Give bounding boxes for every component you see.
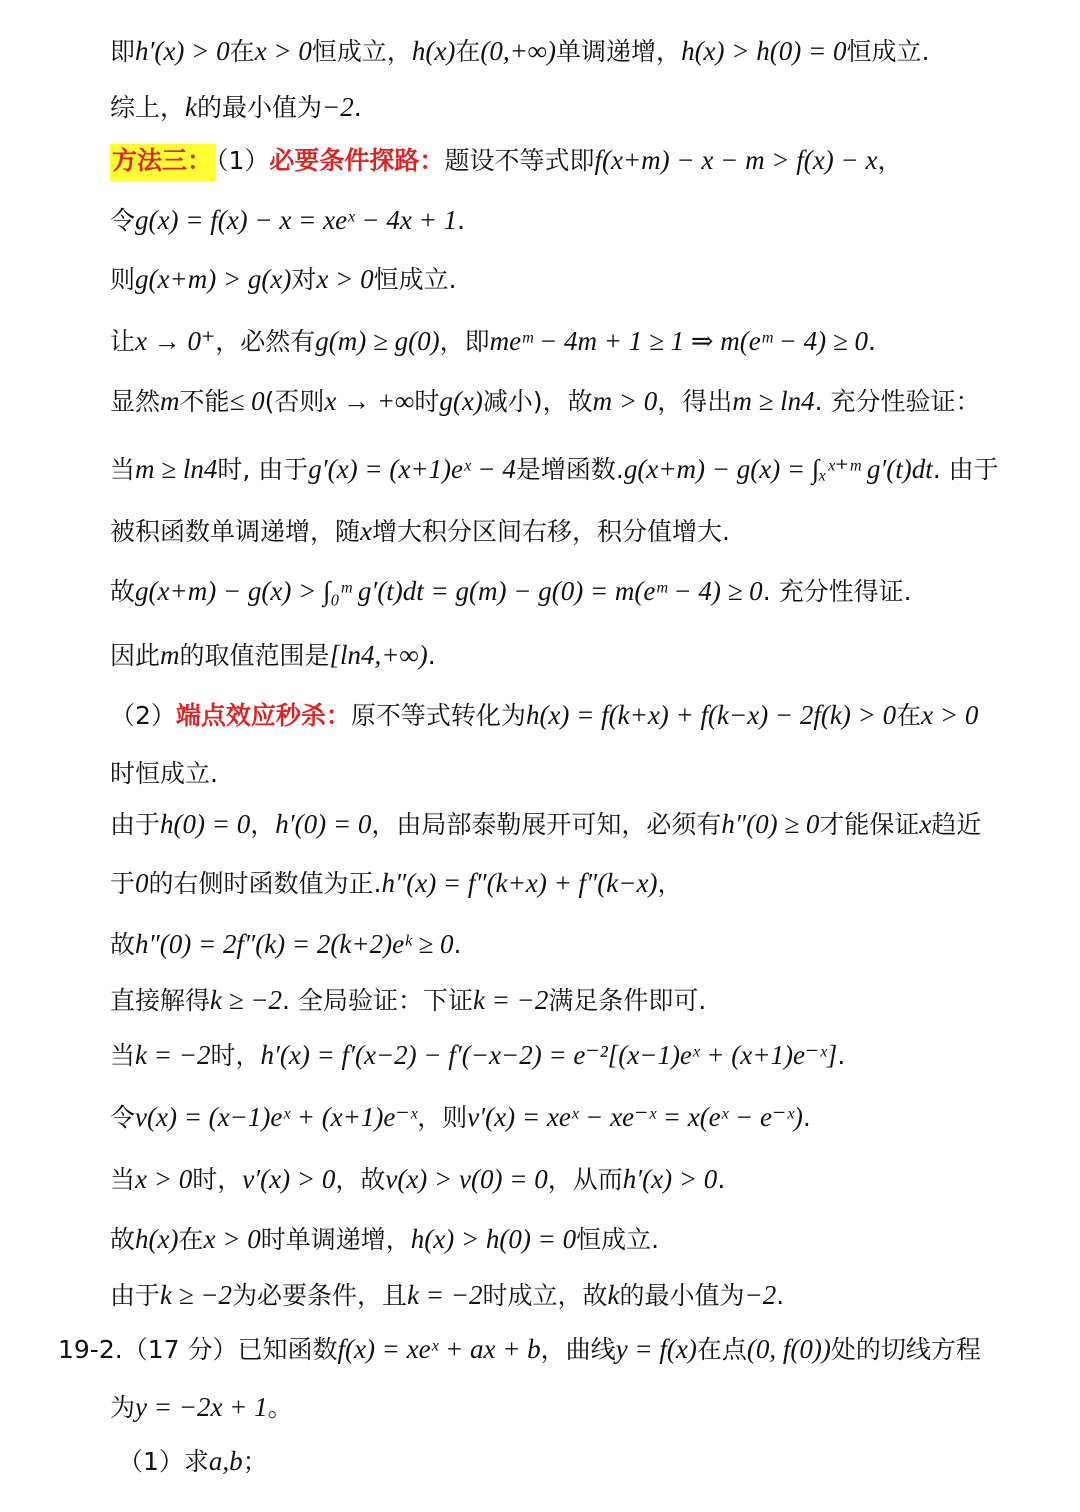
text-segment: 在 <box>178 1225 204 1254</box>
math-expression: k <box>185 92 197 122</box>
math-expression: h′(x) = f′(x−2) − f′(−x−2) = e⁻²[(x−1)eˣ + (x+1)e⁻ˣ] <box>260 1040 838 1070</box>
math-expression: h(x) <box>411 36 456 66</box>
math-expression: (0,+∞) <box>480 36 557 66</box>
math-expression: v′(x) = xeˣ − xe⁻ˣ = x(eˣ − e⁻ˣ) <box>467 1102 803 1132</box>
math-expression: x <box>919 809 932 839</box>
text-line <box>110 807 1040 842</box>
math-expression: a,b <box>208 1446 243 1476</box>
text-line <box>110 698 1040 733</box>
math-expression: g(x+m) > g(x) <box>135 264 292 294</box>
math-expression: m <box>160 640 180 670</box>
math-expression: v(x) > v(0) = 0 <box>385 1164 548 1194</box>
math-expression: h″(x) = f″(k+x) + f″(k−x) <box>381 868 658 898</box>
math-expression: k ≥ −2 <box>210 985 283 1015</box>
math-expression: k = −2 <box>135 1040 211 1070</box>
text-segment: 由于 <box>110 810 161 839</box>
text-segment: （1） <box>216 146 270 175</box>
text-segment: . <box>802 1103 811 1132</box>
text-line <box>110 452 1040 487</box>
text-line <box>110 90 1040 125</box>
text-segment: 处的切线方程 <box>830 1335 981 1364</box>
math-expression: g′(x) = (x+1)eˣ − 4 <box>308 454 516 484</box>
text-segment: 时恒成立. <box>110 759 218 788</box>
math-expression: h(x) <box>135 1224 179 1254</box>
math-expression: h(x) > h(0) = 0 <box>681 36 847 66</box>
text-segment: 原不等式转化为 <box>350 701 526 730</box>
text-segment: 时， <box>210 1041 261 1070</box>
text-segment: 趋近 <box>931 810 982 839</box>
question-continuation <box>110 1390 1040 1425</box>
math-expression: h(0) = 0 <box>160 809 251 839</box>
text-segment: 的最小值为 <box>197 93 323 122</box>
text-segment: . <box>427 641 436 670</box>
math-expression: y = f(x) <box>615 1334 697 1364</box>
text-segment: 。 <box>267 1393 293 1422</box>
text-segment: 综上， <box>110 93 186 122</box>
text-segment: . 由于 <box>932 455 999 484</box>
text-segment: ， <box>877 146 903 175</box>
text-segment: ， <box>250 810 276 839</box>
text-segment: 时， <box>192 1165 243 1194</box>
text-segment: . 全局验证：下证 <box>282 986 473 1015</box>
math-expression: h(x) = f(k+x) + f(k−x) − 2f(k) > 0 <box>525 700 897 730</box>
text-line <box>110 203 1040 238</box>
text-line <box>110 262 1040 297</box>
text-segment: 即 <box>110 37 136 66</box>
text-segment: . <box>837 1041 846 1070</box>
text-segment: . <box>353 93 362 122</box>
question-line <box>58 1332 1040 1367</box>
text-segment: 为必要条件，且 <box>232 1281 408 1310</box>
text-segment: 是增函数. <box>515 455 624 484</box>
math-expression: x > 0 <box>203 1224 261 1254</box>
text-segment: . <box>717 1165 726 1194</box>
emphasis-label: 端点效应秒杀： <box>175 701 351 730</box>
text-segment: 令 <box>110 206 136 235</box>
text-segment: 满足条件即可. <box>548 986 707 1015</box>
text-segment: ，则 <box>417 1103 468 1132</box>
text-segment: 在 <box>455 37 481 66</box>
text-segment: 的最小值为 <box>619 1281 745 1310</box>
text-line <box>110 1278 1040 1313</box>
question-number: 19-2. <box>58 1335 123 1364</box>
math-expression: g(x+m) − g(x) > ∫₀ᵐ g′(t)dt = g(m) − g(0) = m(eᵐ − 4) ≥ 0 <box>135 576 763 606</box>
math-expression: x <box>360 516 372 546</box>
math-expression: h′(0) = 0 <box>275 809 372 839</box>
text-segment: . 充分性得证. <box>762 577 912 606</box>
math-expression: 0 <box>135 868 149 898</box>
text-segment: 时成立，故 <box>482 1281 608 1310</box>
text-segment: 时单调递增， <box>260 1225 411 1254</box>
text-segment: . <box>776 1281 785 1310</box>
math-expression: m > 0 <box>592 386 658 416</box>
math-expression: h″(0) ≥ 0 <box>721 809 820 839</box>
math-expression: g(x) = f(x) − x = xeˣ − 4x + 1 <box>135 205 458 235</box>
text-line <box>110 757 1040 791</box>
text-segment: 才能保证 <box>819 810 920 839</box>
text-segment: (否则 <box>264 387 325 416</box>
text-segment: 恒成立. <box>373 265 457 294</box>
text-segment: 让 <box>110 327 136 356</box>
math-expression: x > 0 <box>135 1164 193 1194</box>
text-line <box>110 384 1040 419</box>
text-segment: 在 <box>896 701 922 730</box>
text-segment: 故 <box>110 930 136 959</box>
text-segment: . <box>453 930 462 959</box>
math-expression: g(m) ≥ g(0) <box>315 326 440 356</box>
math-expression: meᵐ − 4m + 1 ≥ 1 ⇒ m(eᵐ − 4) ≥ 0 <box>489 326 868 356</box>
math-expression: −2 <box>744 1280 777 1310</box>
text-segment: 时 <box>414 387 440 416</box>
text-line <box>110 638 1040 673</box>
text-segment: 显然 <box>110 387 161 416</box>
math-expression: k ≥ −2 <box>160 1280 233 1310</box>
math-expression: f(x) = xeˣ + ax + b <box>337 1334 541 1364</box>
text-segment: ，即 <box>439 327 490 356</box>
text-segment: 恒成立. <box>576 1225 660 1254</box>
emphasis-label: 必要条件探路： <box>269 146 445 175</box>
text-segment: 直接解得 <box>110 986 211 1015</box>
text-line <box>110 927 1040 962</box>
text-segment: 于 <box>110 869 136 898</box>
text-segment: ， <box>657 869 683 898</box>
text-segment: 由于 <box>110 1281 161 1310</box>
text-segment: 的取值范围是 <box>179 641 330 670</box>
math-expression: g(x) <box>439 386 483 416</box>
math-expression: k = −2 <box>407 1280 483 1310</box>
math-expression: k <box>607 1280 620 1310</box>
text-segment: 当 <box>110 1041 136 1070</box>
text-segment: 令 <box>110 1103 136 1132</box>
text-segment: 故 <box>110 577 136 606</box>
math-expression: −2 <box>322 92 354 122</box>
math-expression: h′(x) > 0 <box>622 1164 718 1194</box>
math-expression: h″(0) = 2f″(k) = 2(k+2)eᵏ ≥ 0 <box>135 929 454 959</box>
text-line <box>110 1100 1040 1135</box>
text-line <box>110 143 1040 178</box>
text-segment: . 充分性验证： <box>814 387 981 416</box>
text-segment: 在 <box>229 37 255 66</box>
math-expression: m <box>160 386 180 416</box>
text-line <box>110 983 1040 1018</box>
text-segment: 恒成立. <box>846 37 930 66</box>
text-line <box>110 574 1040 609</box>
math-expression: h(x) > h(0) = 0 <box>410 1224 577 1254</box>
text-line <box>110 1222 1040 1257</box>
text-segment: 减小)，故 <box>482 387 593 416</box>
text-segment: 故 <box>110 1225 136 1254</box>
math-expression: g(x+m) − g(x) = ∫ₓˣ⁺ᵐ g′(t)dt <box>623 454 933 484</box>
text-segment: 时, 由于 <box>217 455 309 484</box>
text-segment: ，由局部泰勒展开可知，必须有 <box>371 810 722 839</box>
text-line <box>110 1038 1040 1073</box>
math-expression: x > 0 <box>316 264 374 294</box>
math-expression: x → +∞ <box>324 386 415 416</box>
text-segment: ，故 <box>335 1165 386 1194</box>
text-segment: 则 <box>110 265 136 294</box>
math-expression: m ≥ ln4 <box>732 386 815 416</box>
subquestion-1 <box>118 1444 1040 1479</box>
math-expression: k = −2 <box>472 985 549 1015</box>
text-segment: ，得出 <box>657 387 733 416</box>
text-segment: （1）求 <box>118 1447 209 1476</box>
text-segment: 当 <box>110 455 136 484</box>
text-line <box>110 866 1040 901</box>
text-segment: 为 <box>110 1393 136 1422</box>
text-segment: 单调递增， <box>556 37 682 66</box>
text-segment: 已知函数 <box>237 1335 338 1364</box>
math-expression: v(x) = (x−1)eˣ + (x+1)e⁻ˣ <box>135 1102 418 1132</box>
text-segment: （2） <box>110 701 176 730</box>
text-segment: ，从而 <box>547 1165 623 1194</box>
text-segment: 对 <box>291 265 317 294</box>
math-expression: h′(x) > 0 <box>135 36 230 66</box>
text-segment: ； <box>242 1447 268 1476</box>
question-score: （17 分） <box>122 1335 238 1364</box>
text-segment: 被积函数单调递增，随 <box>110 517 361 546</box>
text-segment: 增大积分区间右移，积分值增大. <box>372 517 730 546</box>
math-expression: x > 0 <box>254 36 312 66</box>
text-segment: ，曲线 <box>540 1335 616 1364</box>
math-expression: y = −2x + 1 <box>135 1392 268 1422</box>
text-line <box>110 34 1040 69</box>
math-expression: v′(x) > 0 <box>242 1164 336 1194</box>
text-segment: 在点 <box>696 1335 747 1364</box>
method-highlight-label: 方法三： <box>110 144 216 181</box>
text-segment: 因此 <box>110 641 161 670</box>
text-segment: 当 <box>110 1165 136 1194</box>
text-segment: . <box>867 327 876 356</box>
math-expression: f(x+m) − x − m > f(x) − x <box>594 145 878 175</box>
text-segment: 的右侧时函数值为正. <box>148 869 382 898</box>
text-segment: ，必然有 <box>215 327 316 356</box>
math-expression: [ln4,+∞) <box>329 640 428 670</box>
math-expression: x > 0 <box>921 700 979 730</box>
text-line <box>110 514 1040 549</box>
text-segment: . <box>457 206 466 235</box>
text-line <box>110 1162 1040 1197</box>
text-line <box>110 324 1040 359</box>
math-expression: x → 0⁺ <box>135 326 216 356</box>
text-segment: 不能 <box>179 387 230 416</box>
text-segment: 恒成立， <box>311 37 412 66</box>
text-segment: 题设不等式即 <box>444 146 595 175</box>
math-expression: m ≥ ln4 <box>135 454 218 484</box>
math-expression: ≤ 0 <box>229 386 265 416</box>
math-expression: (0, f(0)) <box>746 1334 831 1364</box>
